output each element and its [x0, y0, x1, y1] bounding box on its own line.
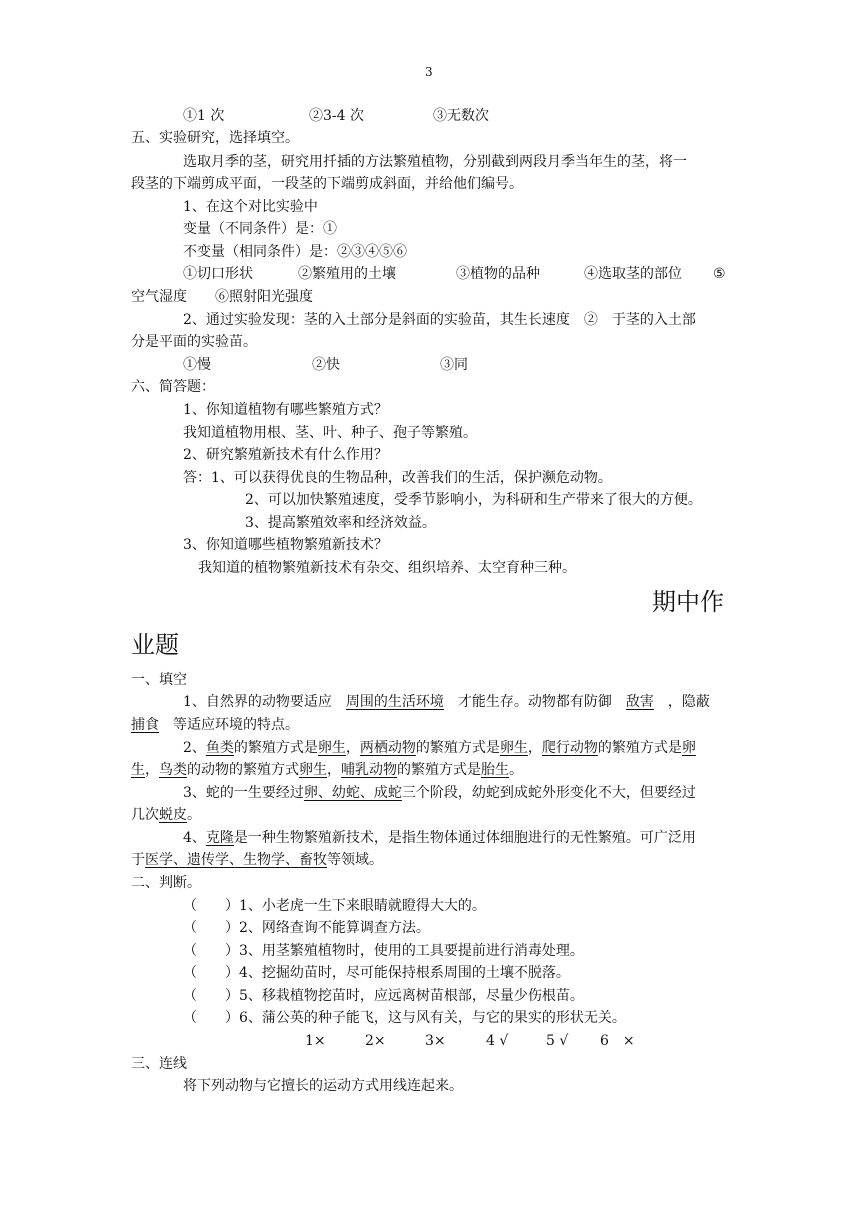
sec5-variable: 变量（不同条件）是：①: [183, 221, 337, 237]
fill-question-3-line2: 几次蜕皮。: [131, 807, 201, 823]
section-5-heading: 五、实验研究，选择填空。: [131, 130, 299, 146]
title-part-1: 期中作: [652, 588, 724, 616]
answer-blank: 敌害: [625, 694, 654, 710]
judge-answer-4: 4 √: [486, 1033, 509, 1049]
judge-answer-6: 6 ×: [600, 1033, 635, 1049]
sec5-option-b1: 空气湿度: [131, 289, 187, 305]
sec5-option-c2: ②快: [312, 357, 340, 373]
fill-question-2-line2: 生，鸟类的动物的繁殖方式卵生，哺乳动物的繁殖方式是胎生。: [131, 762, 523, 778]
judge-item-4: （ ）4、挖掘幼苗时，尽可能保持根系周围的土壤不脱落。: [183, 965, 570, 981]
judge-answer-3: 3×: [425, 1033, 446, 1049]
judge-item-5: （ ）5、移栽植物挖苗时，应远离树苗根部，尽量少伤根苗。: [183, 988, 584, 1004]
judge-item-6: （ ）6、蒲公英的种子能飞，这与风有关，与它的果实的形状无关。: [183, 1010, 626, 1026]
judge-heading: 二、判断。: [131, 875, 201, 891]
fill-question-4-line2: 于医学、遗传学、生物学、畜牧等领域。: [131, 852, 383, 868]
section-6-heading: 六、简答题：: [131, 379, 215, 395]
answer-blank: 周围的生活环境: [345, 694, 444, 710]
option-2: ②3-4 次: [309, 108, 364, 124]
sec5-option-b2: ⑥照射阳光强度: [215, 289, 313, 305]
sec5-invariable: 不变量（相同条件）是：②③④⑤⑥: [183, 244, 407, 260]
sec6-question-2: 2、研究繁殖新技术有什么作用？: [183, 447, 388, 463]
fill-heading: 一、填空: [131, 672, 187, 688]
judge-item-3: （ ）3、用茎繁殖植物时，使用的工具要提前进行消毒处理。: [183, 943, 584, 959]
sec5-option-a5: ⑤: [713, 266, 726, 282]
sec6-answer-2-1: 答：1、可以获得优良的生物品种，改善我们的生活，保护濒危动物。: [183, 470, 612, 486]
fill-question-2-line1: 2、鱼类的繁殖方式是卵生，两栖动物的繁殖方式是卵生，爬行动物的繁殖方式是卵: [183, 740, 696, 756]
sec5-question-2-line2: 分是平面的实验苗。: [131, 334, 257, 350]
sec5-option-a3: ③植物的品种: [456, 266, 540, 282]
fill-question-1-line1: 1、自然界的动物要适应 周围的生活环境 才能生存。动物都有防御 敌害 ，隐蔽: [183, 694, 710, 710]
connect-heading: 三、连线: [131, 1056, 187, 1072]
judge-item-2: （ ）2、网络查询不能算调查方法。: [183, 920, 430, 936]
connect-instruction: 将下列动物与它擅长的运动方式用线连起来。: [183, 1078, 463, 1094]
sec6-question-1: 1、你知道植物有哪些繁殖方式？: [183, 402, 388, 418]
sec6-answer-3: 我知道的植物繁殖新技术有杂交、组织培养、太空育种三种。: [198, 560, 576, 576]
sec5-option-c3: ③同: [440, 357, 468, 373]
judge-item-1: （ ）1、小老虎一生下来眼睛就瞪得大大的。: [183, 898, 486, 914]
option-3: ③无数次: [433, 108, 489, 124]
sec5-question-2-line1: 2、通过实验发现：茎的入土部分是斜面的实验苗，其生长速度 ② 于茎的入土部: [183, 312, 696, 328]
sec6-answer-2-2: 2、可以加快繁殖速度，受季节影响小，为科研和生产带来了很大的方便。: [245, 492, 702, 508]
judge-answer-2: 2×: [365, 1033, 386, 1049]
sec5-intro-line1: 选取月季的茎，研究用扦插的方法繁殖植物，分别截到两段月季当年生的茎，将一: [183, 154, 687, 170]
sec5-option-a2: ②繁殖用的土壤: [298, 266, 396, 282]
option-1: ①1 次: [183, 108, 225, 124]
sec6-answer-2-3: 3、提高繁殖效率和经济效益。: [245, 515, 436, 531]
fill-question-3-line1: 3、蛇的一生要经过卵、幼蛇、成蛇三个阶段，幼蛇到成蛇外形变化不大，但要经过: [183, 785, 696, 801]
sec5-option-a4: ④选取茎的部位: [584, 266, 682, 282]
judge-answer-1: 1×: [305, 1033, 326, 1049]
answer-blank: 捕食: [131, 717, 159, 733]
fill-question-4-line1: 4、克隆是一种生物繁殖新技术，是指生物体通过体细胞进行的无性繁殖。可广泛用: [183, 830, 696, 846]
page-number: 3: [425, 65, 433, 79]
title-part-2: 业题: [131, 631, 179, 659]
sec5-option-a1: ①切口形状: [183, 266, 253, 282]
fill-question-1-line2: 捕食 等适应环境的特点。: [131, 717, 299, 733]
sec5-question-1: 1、在这个对比实验中: [183, 199, 318, 215]
sec5-option-c1: ①慢: [183, 357, 211, 373]
sec6-question-3: 3、你知道哪些植物繁殖新技术？: [183, 537, 388, 553]
sec5-intro-line2: 段茎的下端剪成平面，一段茎的下端剪成斜面，并给他们编号。: [131, 176, 523, 192]
judge-answer-5: 5 √: [546, 1033, 569, 1049]
sec6-answer-1: 我知道植物用根、茎、叶、种子、孢子等繁殖。: [183, 425, 477, 441]
